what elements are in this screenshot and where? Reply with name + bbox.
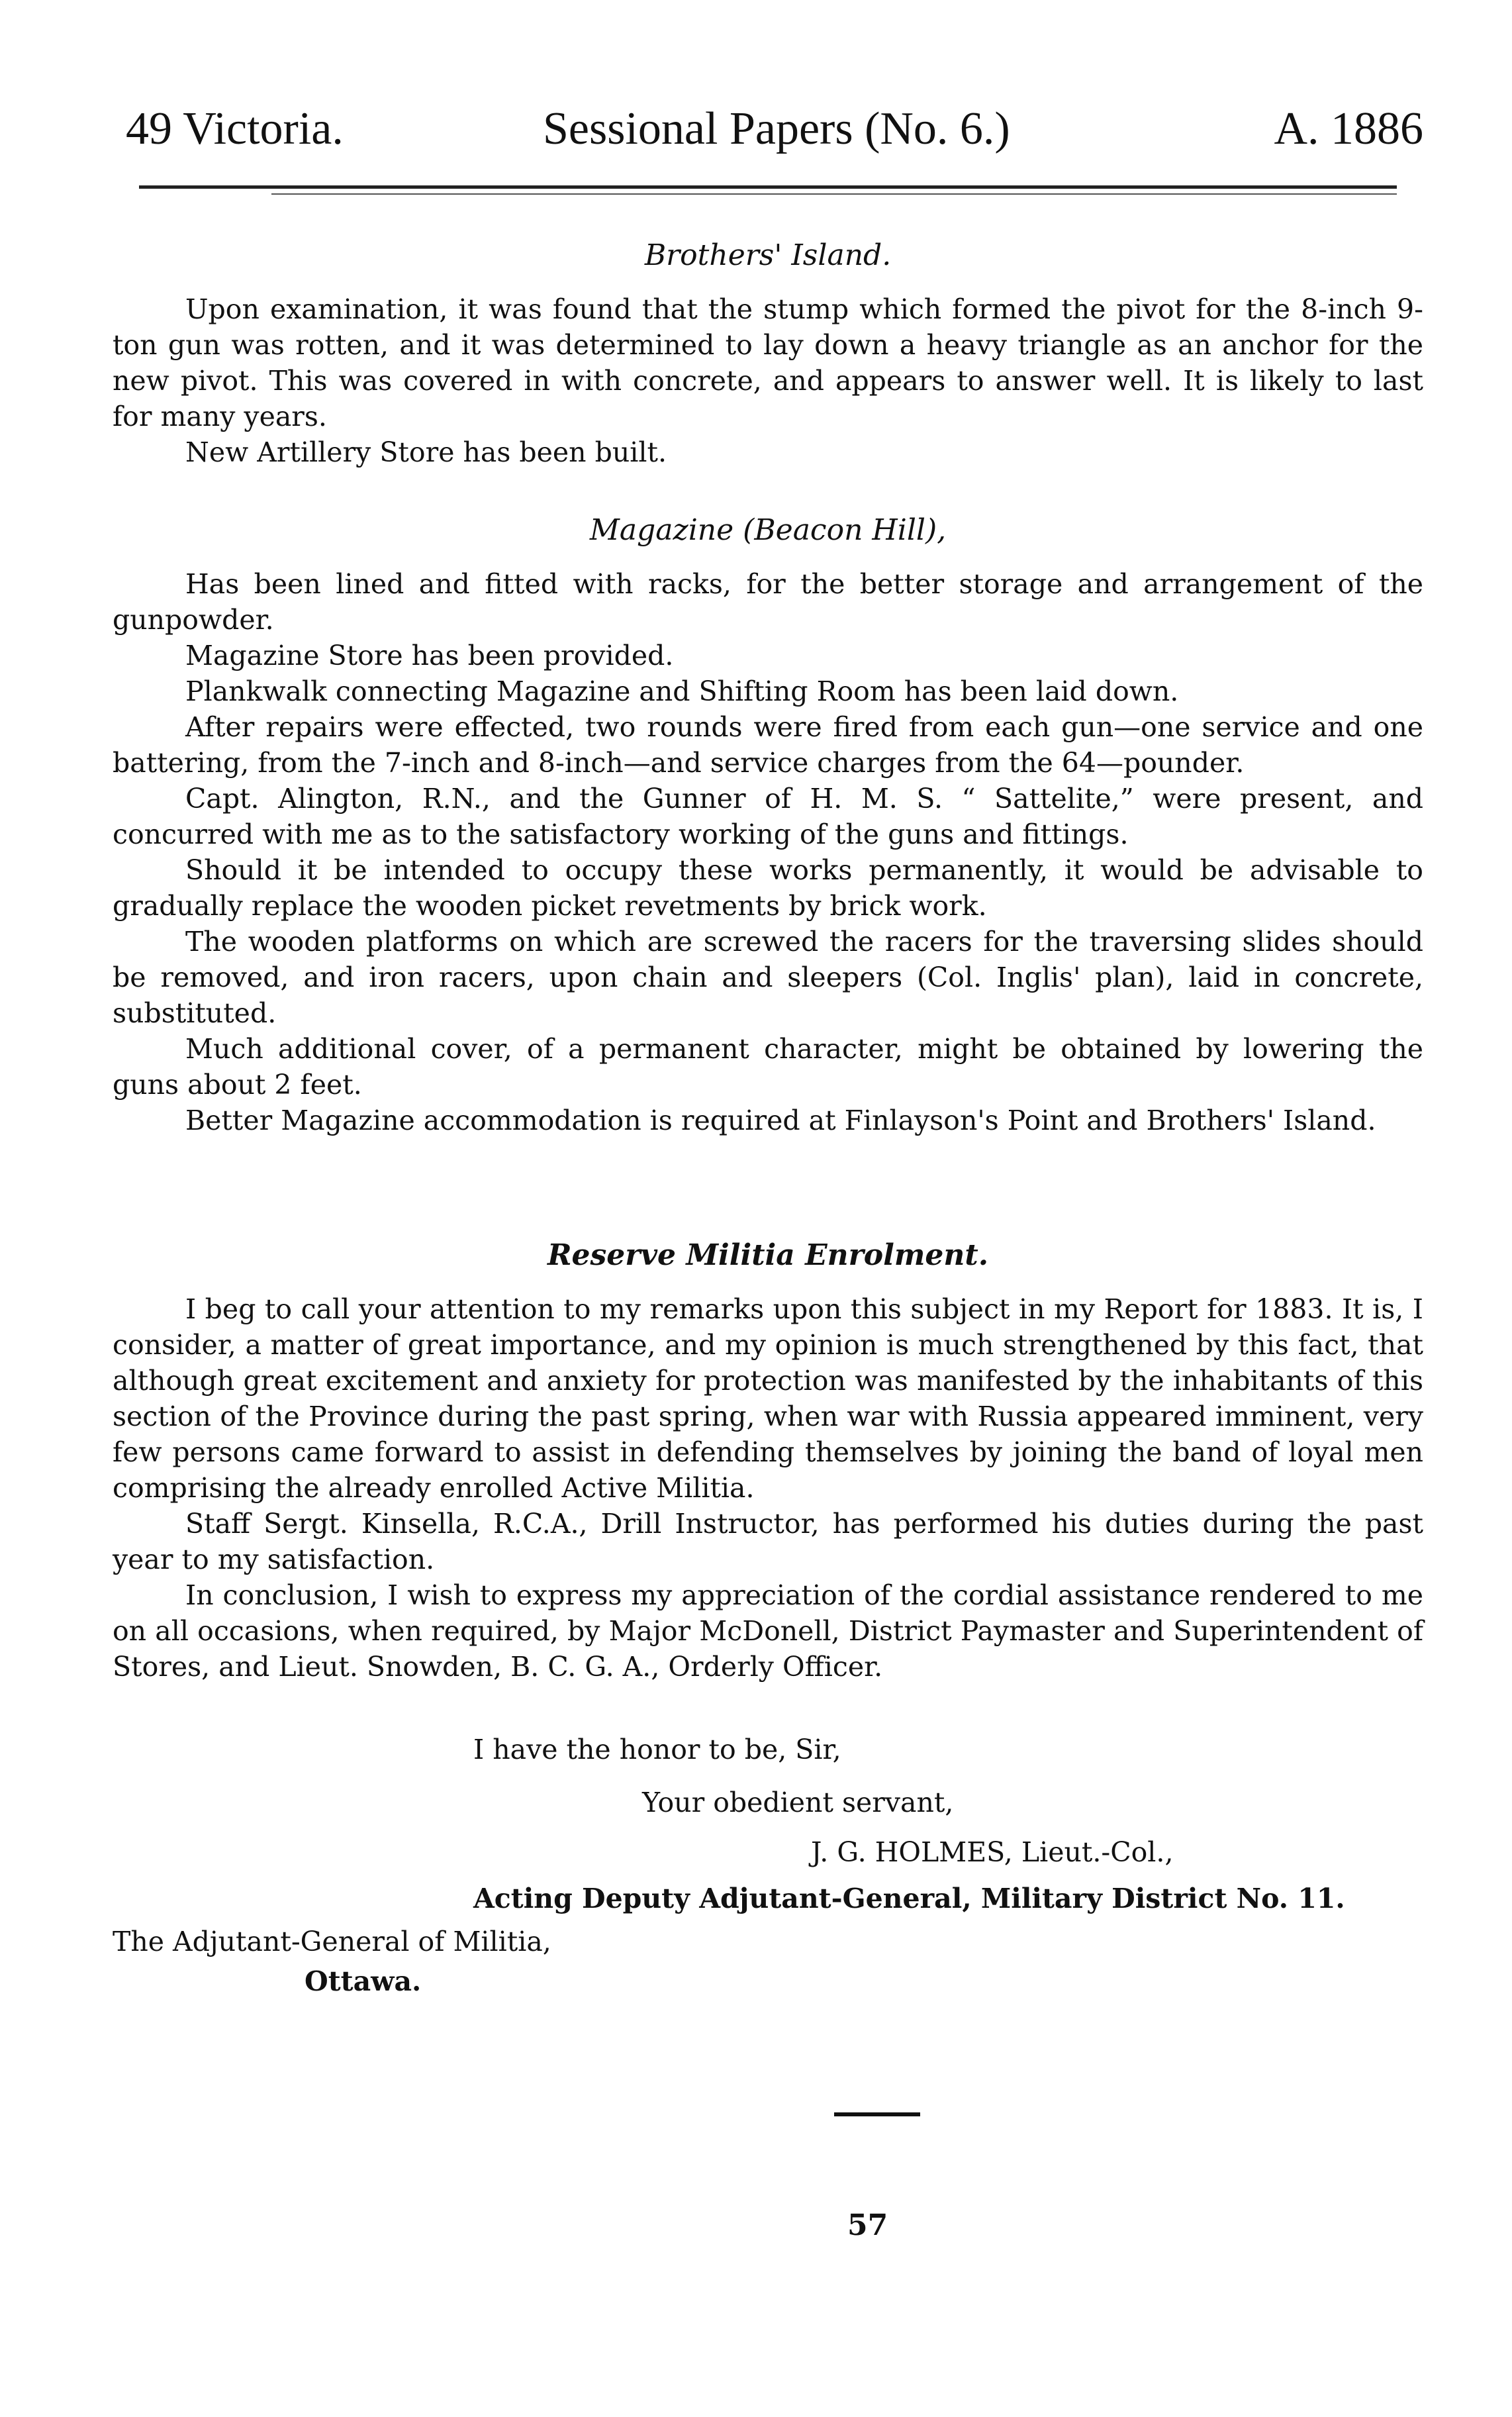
paragraph: Much additional cover, of a permanent character, might be obtained by lowering the guns about 2 feet. [113, 1033, 1423, 1101]
section-magazine [113, 566, 1423, 1138]
paragraph: Upon examination, it was found that the stump which formed the pivot for the 8-inch 9-ton gun was rotten, and it was determined to lay down a heavy triangle as an anchor for the new pivot. This was covered in with concrete, and appears to answer well. It is likely to last for many years. [113, 293, 1423, 432]
paragraph: Capt. Alington, R.N., and the Gunner of H. M. S. “ Sattelite,” were present, and concurred with me as to the satisfactory working of the guns and fittings. [113, 783, 1423, 850]
paragraph: The wooden platforms on which are screwed the racers for the traversing slides should be removed, and iron racers, upon chain and sleepers (Col. Inglis' plan), laid in concrete, substituted. [113, 926, 1423, 1029]
closing-honor: I have the honor to be, Sir, [473, 1734, 841, 1765]
paragraph: Better Magazine accommodation is required at Finlayson's Point and Brothers' Island. [185, 1105, 1376, 1136]
addressee-line2: Ottawa. [305, 1965, 422, 1997]
section-brothers [113, 291, 1423, 470]
header-rule [139, 185, 1397, 189]
paragraph: Plankwalk connecting Magazine and Shifting Room has been laid down. [185, 675, 1179, 707]
signature-name: J. G. HOLMES, Lieut.-Col., [811, 1836, 1174, 1868]
section-heading-magazine: Magazine (Beacon Hill), [589, 513, 947, 547]
paragraph: I beg to call your attention to my remarks upon this subject in my Report for 1883. It is, I consider, a matter of great importance, and my opinion is much strengthened by this fact, that although great excitement and anxiety for protection was manifested by the inhabitants of this section of the Province during the past spring, when war with Russia appeared imminent, very few persons came forward to assist in defending themselves by joining the band of loyal men comprising the already enrolled Active Militia. [113, 1293, 1423, 1504]
page-header [126, 99, 1423, 159]
header-right: A. 1886 [1274, 103, 1423, 154]
section-heading-militia: Reserve Militia Enrolment. [547, 1238, 989, 1272]
paragraph: Should it be intended to occupy these works permanently, it would be advisable to gradually replace the wooden picket revetments by brick work. [113, 854, 1423, 922]
closing-servant: Your obedient servant, [642, 1787, 954, 1818]
addressee-line1: The Adjutant-General of Militia, [113, 1926, 551, 1957]
footer-rule [834, 2112, 920, 2116]
header-center: Sessional Papers (No. 6.) [543, 103, 1010, 154]
paragraph: After repairs were effected, two rounds were fired from each gun—one service and one battering, from the 7-inch and 8-inch—and service charges from the 64—pounder. [113, 711, 1423, 779]
header-rule-thin [271, 193, 1397, 195]
paragraph: New Artillery Store has been built. [185, 436, 667, 468]
header-left: 49 Victoria. [126, 103, 344, 154]
section-heading-brothers: Brothers' Island. [644, 238, 892, 272]
paragraph: In conclusion, I wish to express my appreciation of the cordial assistance rendered to me on all occasions, when required, by Major McDonell, District Paymaster and Superintendent of Stores, and Lieut. Snowden, B. C. G. A., Orderly Officer. [113, 1579, 1423, 1683]
section-militia [113, 1291, 1423, 1685]
paragraph: Has been lined and fitted with racks, for the better storage and arrangement of the gunpowder. [113, 568, 1423, 636]
page-number: 57 [847, 2208, 888, 2242]
signature-title: Acting Deputy Adjutant-General, Military District No. 11. [473, 1883, 1345, 1914]
paragraph: Magazine Store has been provided. [185, 640, 674, 671]
paragraph: Staff Sergt. Kinsella, R.C.A., Drill Instructor, has performed his duties during the past year to my satisfaction. [113, 1508, 1423, 1575]
